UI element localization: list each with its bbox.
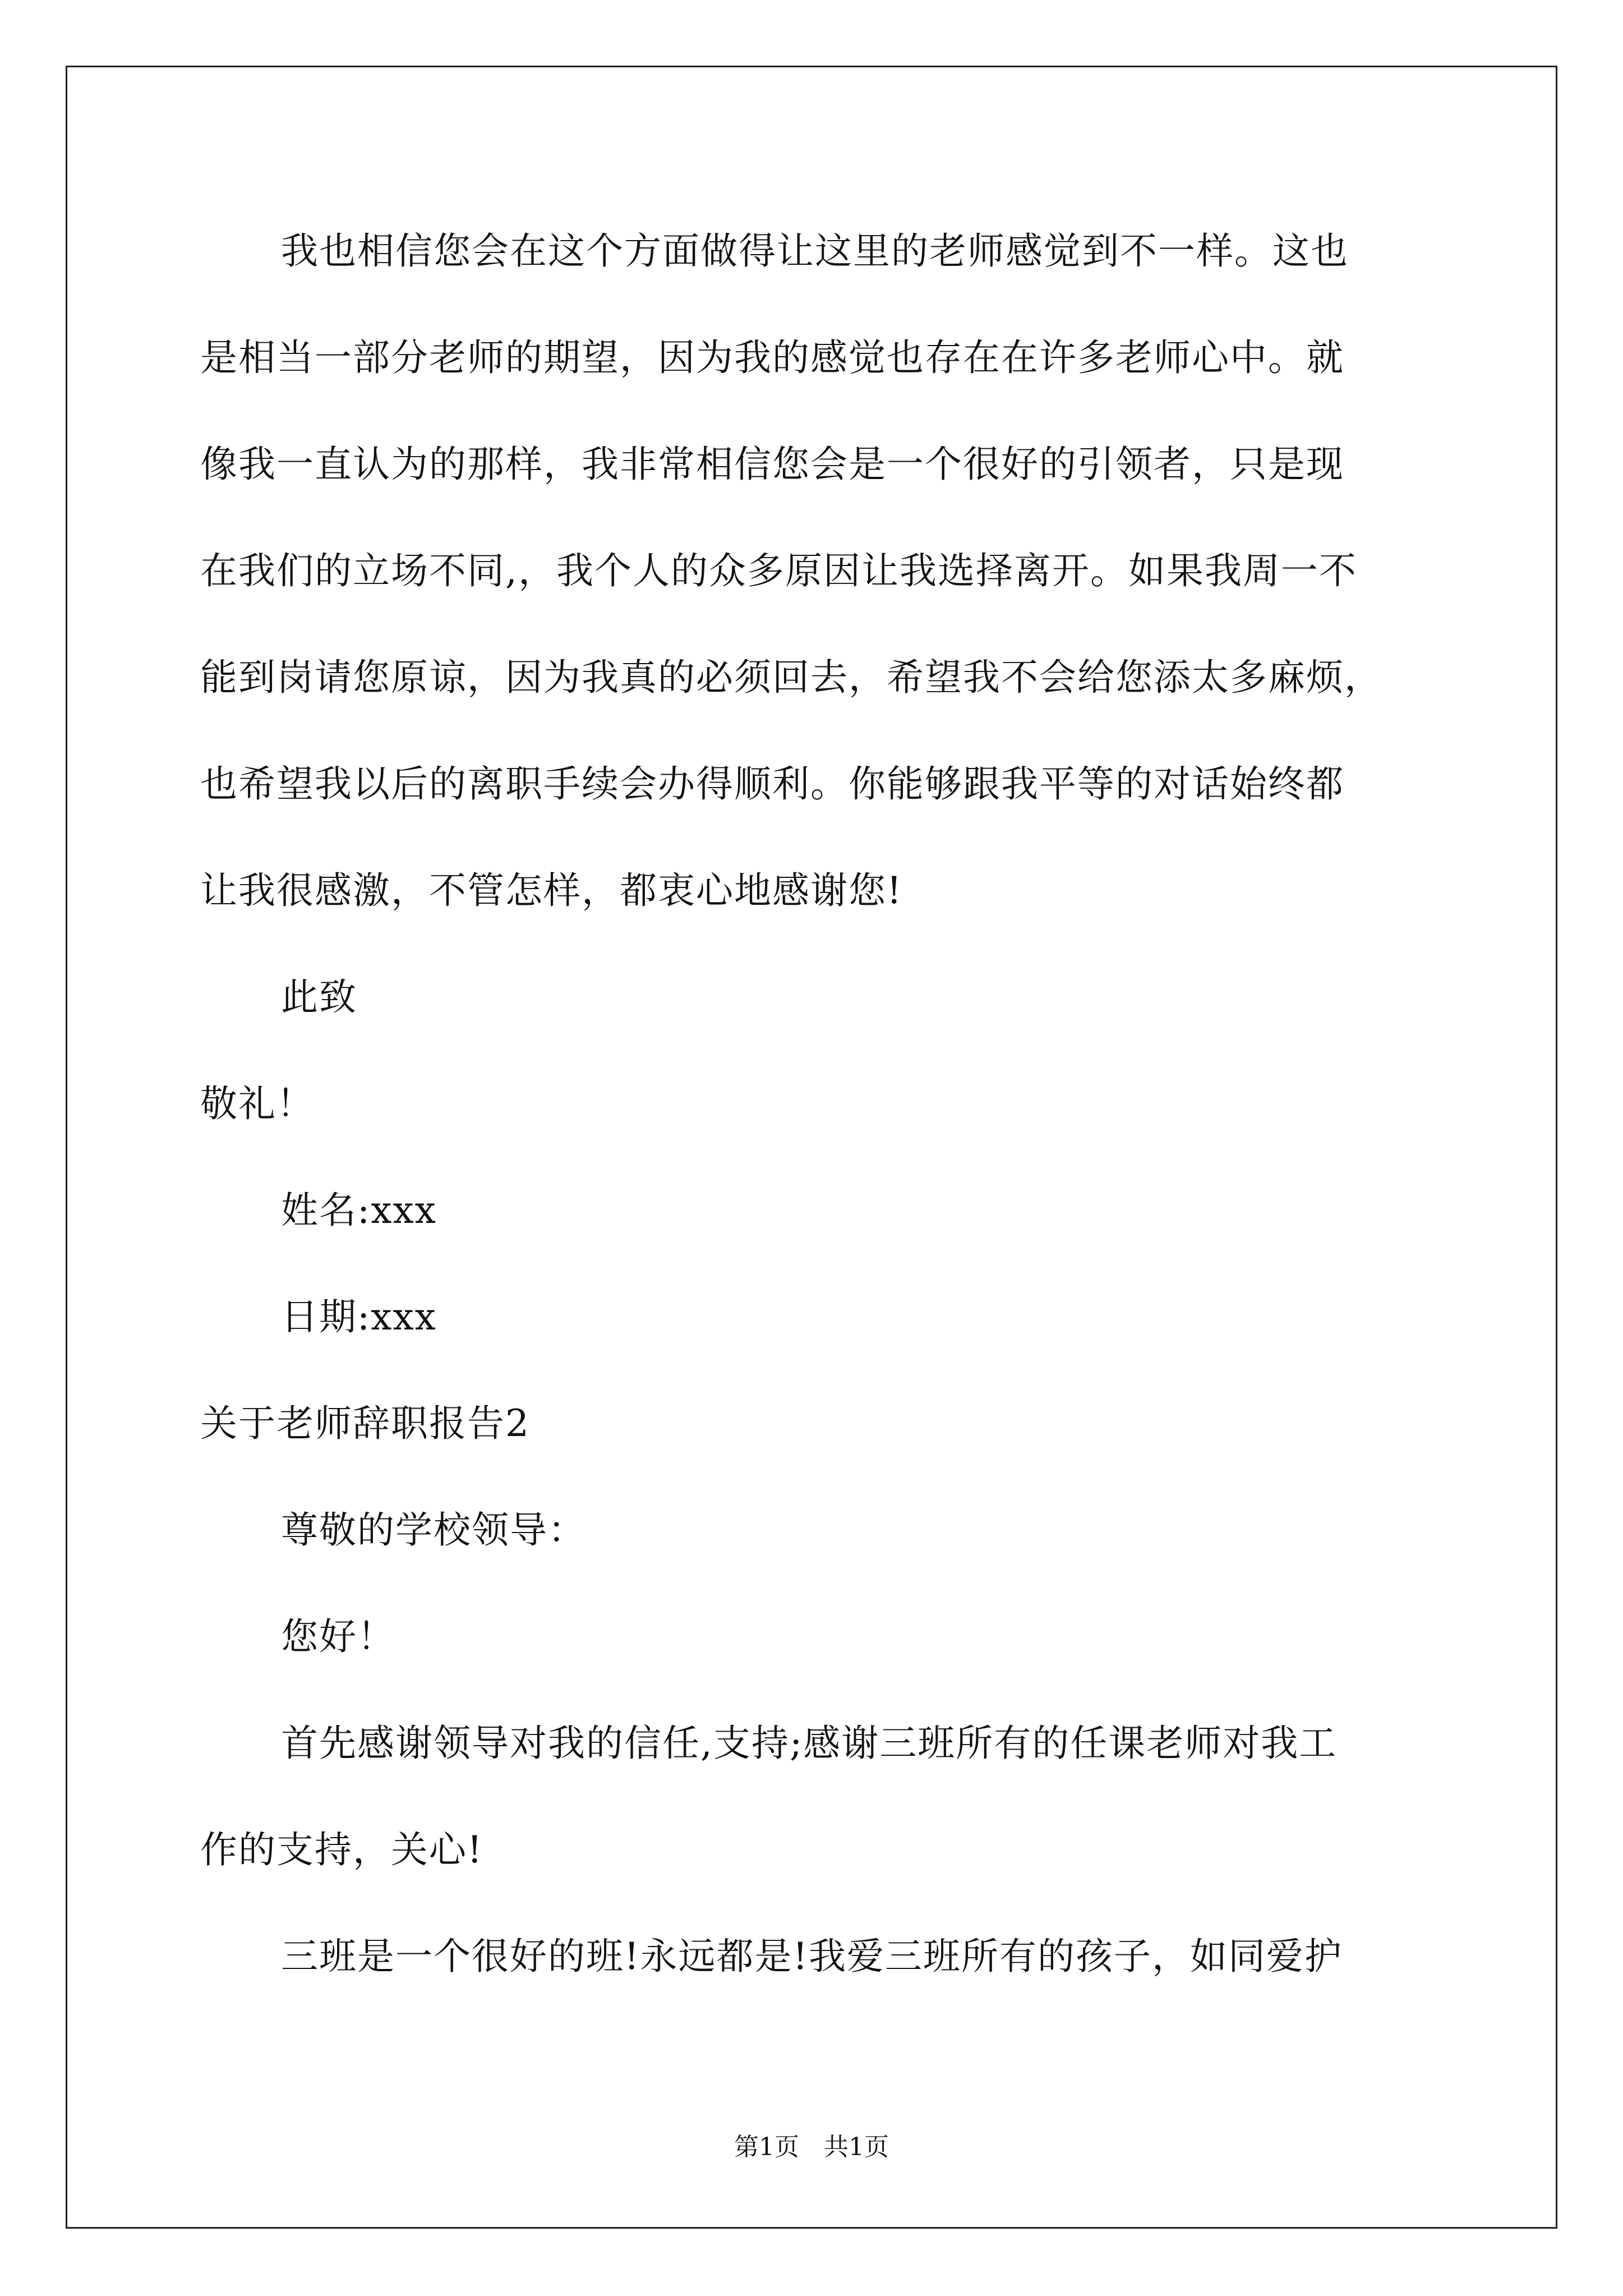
closing-regards: 敬礼！ [200, 1082, 315, 1125]
paragraph-line: 也希望我以后的离职手续会办得顺利。你能够跟我平等的对话始终都 [200, 762, 1344, 806]
paragraph-line: 在我们的立场不同,，我个人的众多原因让我选择离开。如果我周一不 [200, 549, 1357, 592]
paragraph-line: 作的支持，关心! [200, 1828, 483, 1871]
page-border [66, 66, 1557, 2229]
paragraph-line: 是相当一部分老师的期望，因为我的感觉也存在在许多老师心中。就 [200, 336, 1344, 379]
paragraph-line: 我也相信您会在这个方面做得让这里的老师感觉到不一样。这也 [281, 229, 1349, 273]
page-footer: 第1页 共1页 [734, 2133, 889, 2161]
signature-date: 日期:xxx [281, 1295, 437, 1338]
paragraph-line: 三班是一个很好的班!永远都是!我爱三班所有的孩子，如同爱护 [281, 1935, 1343, 1978]
paragraph-line: 首先感谢领导对我的信任,支持;感谢三班所有的任课老师对我工 [281, 1722, 1338, 1765]
section-heading: 关于老师辞职报告2 [200, 1402, 530, 1445]
paragraph-line: 像我一直认为的那样，我非常相信您会是一个很好的引领者，只是现 [200, 443, 1344, 486]
paragraph-line: 让我很感激，不管怎样，都衷心地感谢您! [200, 869, 903, 912]
closing-salutation: 此致 [281, 976, 357, 1019]
greeting: 您好！ [281, 1615, 395, 1658]
signature-name: 姓名:xxx [281, 1189, 437, 1232]
greeting-addressee: 尊敬的学校领导： [281, 1508, 586, 1552]
paragraph-line: 能到岗请您原谅，因为我真的必须回去，希望我不会给您添太多麻烦， [200, 656, 1382, 699]
